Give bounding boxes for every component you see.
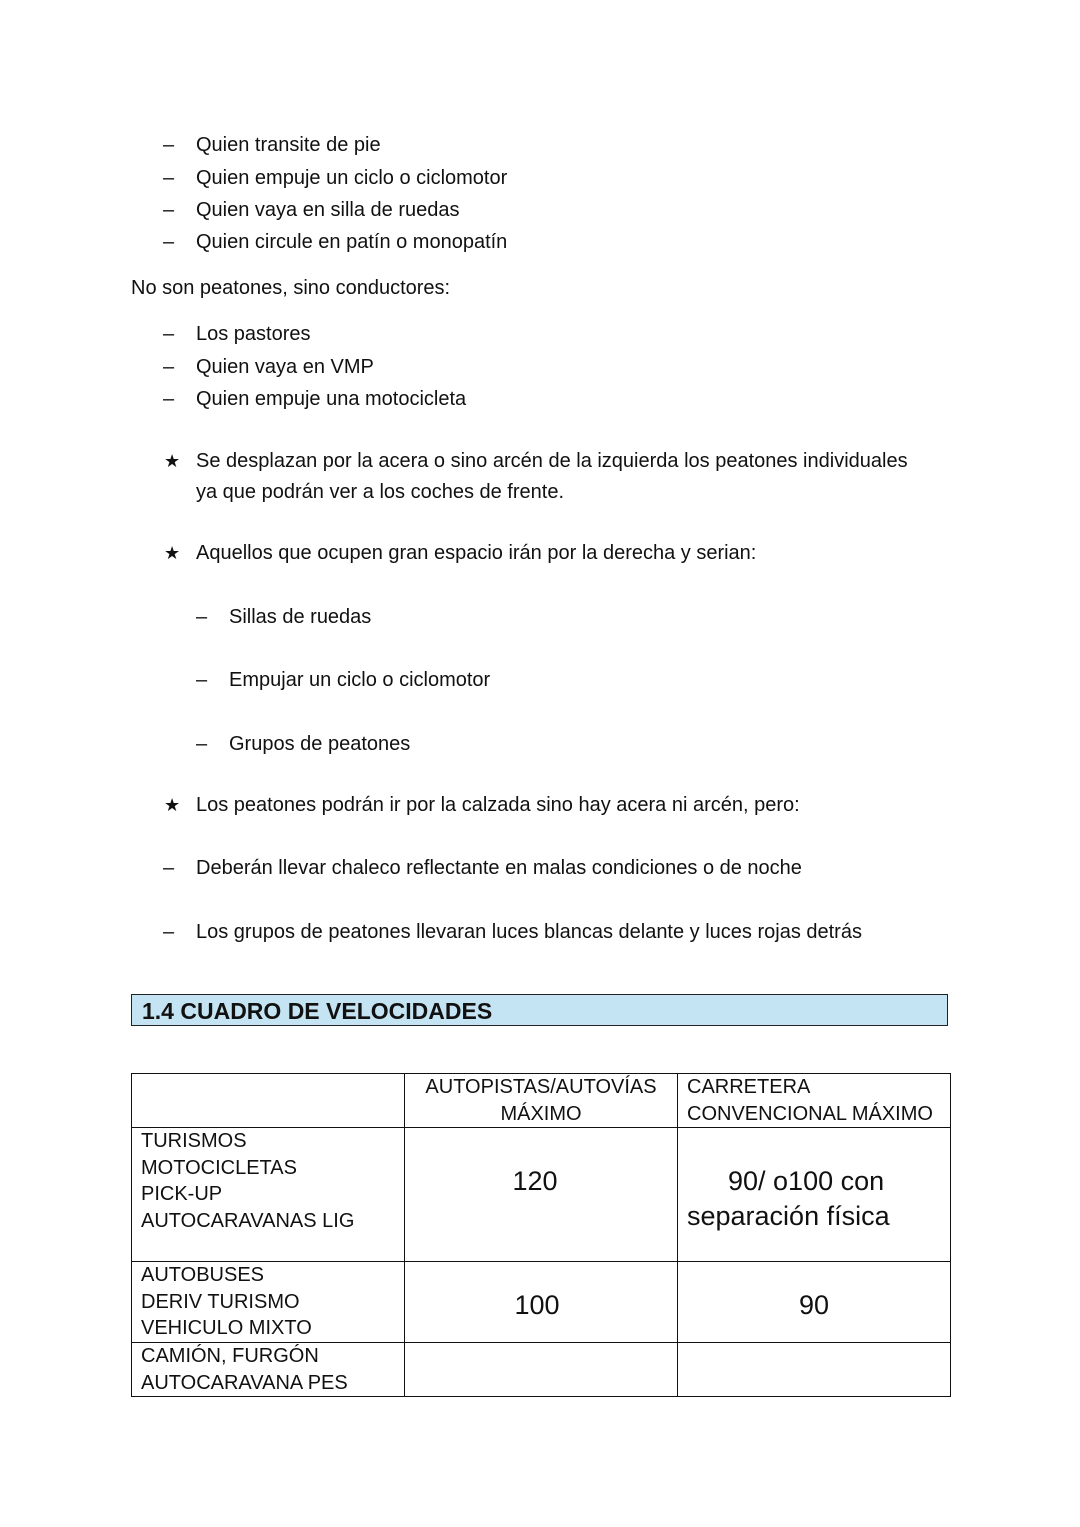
header-text: CARRETERA	[687, 1076, 811, 1098]
dash-bullet: –	[163, 857, 175, 879]
vehicle-category: AUTOBUSES	[141, 1264, 264, 1286]
dash-bullet: –	[163, 323, 175, 345]
list-item: Deberán llevar chaleco reflectante en malas condiciones o de noche	[196, 857, 802, 879]
speed-value: 120	[512, 1166, 558, 1196]
dash-bullet: –	[196, 733, 208, 755]
list-item: Empujar un ciclo o ciclomotor	[229, 669, 491, 691]
section-heading-box	[131, 994, 948, 1026]
list-item: Quien transite de pie	[196, 134, 381, 156]
star-bullet-icon: ★	[164, 451, 181, 471]
bullet-text: Aquellos que ocupen gran espacio irán por la derecha y serian:	[196, 542, 757, 564]
list-item: Los grupos de peatones llevaran luces blancas delante y luces rojas detrás	[196, 921, 862, 943]
list-item: Quien empuje un ciclo o ciclomotor	[196, 167, 508, 189]
vehicle-category: AUTOCARAVANAS LIG	[141, 1209, 355, 1232]
star-bullet-icon: ★	[164, 795, 181, 815]
speed-autopista-cell	[405, 1128, 678, 1262]
vehicle-category: AUTOCARAVANA PES	[141, 1371, 348, 1394]
header-text: CONVENCIONAL MÁXIMO	[687, 1102, 933, 1125]
list-item: Grupos de peatones	[229, 733, 411, 755]
table-row	[132, 1343, 951, 1397]
section-heading: 1.4 CUADRO DE VELOCIDADES	[142, 998, 493, 1024]
bullet-text: Los peatones podrán ir por la calzada sino hay acera ni arcén, pero:	[196, 794, 800, 816]
vehicle-category: VEHICULO MIXTO	[141, 1317, 312, 1339]
speed-autopista-cell	[405, 1262, 678, 1343]
table-row	[132, 1128, 951, 1262]
table-row	[132, 1262, 951, 1343]
vehicle-category: DERIV TURISMO	[141, 1290, 300, 1313]
dash-bullet: –	[163, 921, 175, 943]
speed-table	[131, 1073, 951, 1397]
vehicle-category: TURISMOS	[141, 1130, 247, 1152]
dash-bullet: –	[163, 167, 175, 189]
table-header-convencional	[678, 1074, 951, 1128]
paragraph-intro: No son peatones, sino conductores:	[131, 277, 451, 299]
speed-value: 90/ o100 con	[728, 1166, 885, 1196]
dash-bullet: –	[163, 388, 175, 410]
vehicle-category-cell	[132, 1343, 405, 1397]
table-header-empty	[132, 1074, 405, 1128]
speed-value: 100	[514, 1290, 560, 1320]
header-text: AUTOPISTAS/AUTOVÍAS	[425, 1076, 657, 1098]
vehicle-category: MOTOCICLETAS	[141, 1156, 297, 1179]
dash-bullet: –	[163, 356, 175, 378]
speed-value: separación física	[687, 1201, 890, 1231]
vehicle-category: CAMIÓN, FURGÓN	[141, 1345, 319, 1367]
list-item: Sillas de ruedas	[229, 606, 372, 628]
bullet-text: Se desplazan por la acera o sino arcén de la izquierda los peatones individuales	[196, 450, 908, 472]
list-item: Los pastores	[196, 323, 311, 345]
vehicle-category-cell	[132, 1128, 405, 1262]
star-bullet-icon: ★	[164, 543, 181, 563]
dash-bullet: –	[196, 669, 208, 691]
speed-convencional-cell	[678, 1128, 951, 1262]
list-item: Quien vaya en silla de ruedas	[196, 199, 460, 221]
header-text: MÁXIMO	[500, 1102, 582, 1125]
dash-bullet: –	[163, 231, 175, 253]
bullet-text: ya que podrán ver a los coches de frente.	[196, 481, 565, 503]
speed-convencional-cell	[678, 1262, 951, 1343]
vehicle-category: PICK-UP	[141, 1183, 223, 1205]
list-item: Quien vaya en VMP	[196, 356, 374, 378]
dash-bullet: –	[196, 606, 208, 628]
speed-value: 90	[798, 1290, 830, 1320]
table-header-autopista	[405, 1074, 678, 1128]
list-item: Quien circule en patín o monopatín	[196, 231, 508, 253]
speed-autopista-cell	[405, 1343, 678, 1397]
dash-bullet: –	[163, 199, 175, 221]
list-item: Quien empuje una motocicleta	[196, 388, 467, 410]
dash-bullet: –	[163, 134, 175, 156]
speed-convencional-cell	[678, 1343, 951, 1397]
vehicle-category-cell	[132, 1262, 405, 1343]
table-header-row	[132, 1074, 951, 1128]
